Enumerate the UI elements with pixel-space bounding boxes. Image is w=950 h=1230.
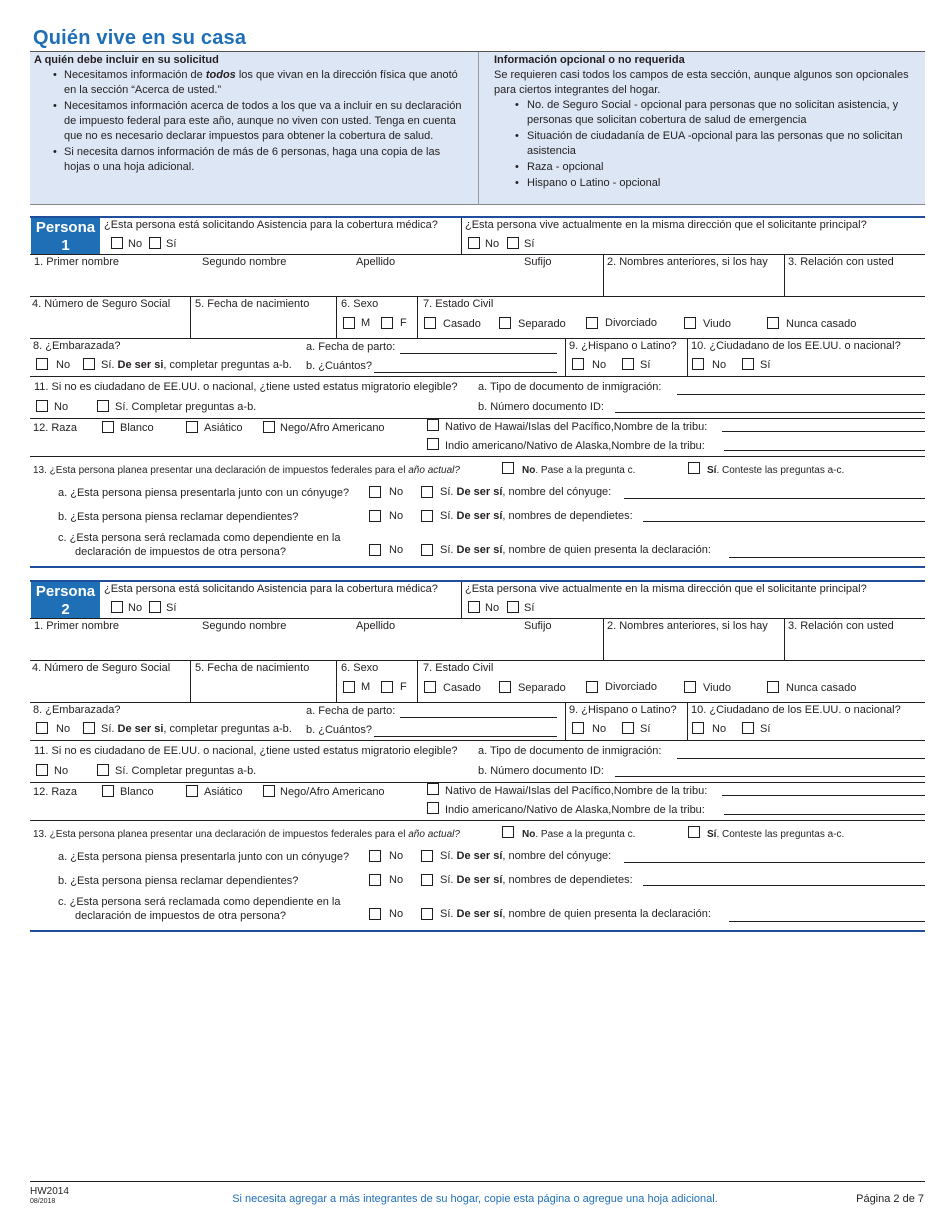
spouse-si-label: Sí. De ser sí, nombre del cónyuge: [440, 850, 612, 862]
immigration-no-checkbox[interactable] [36, 764, 48, 776]
divider [336, 660, 337, 702]
rule [30, 376, 925, 377]
marital-label: 7. Estado Civil [423, 298, 494, 310]
section-rule [30, 216, 925, 218]
dependents-si-label: Sí. De ser sí, nombres de dependietes: [440, 874, 633, 886]
spouse-si-label: Sí. De ser sí, nombre del cónyuge: [440, 486, 612, 498]
citizen-si-checkbox[interactable] [742, 722, 754, 734]
previous-names-label: 2. Nombres anteriores, si los hay [607, 256, 768, 268]
section-rule [30, 580, 925, 582]
optional-bullet-1: • No. de Seguro Social - opcional para personas que no solicitan asistencia, y personas que solicitan cobertura de salud de emergencia [494, 98, 922, 128]
spouse-line[interactable] [624, 862, 925, 863]
how-many-line[interactable] [374, 372, 557, 373]
footer-note: Si necesita agregar a más integrantes de su hogar, copie esta página o agregue una hoja adicional. [232, 1193, 718, 1205]
hispanic-no-label: No [592, 723, 607, 735]
hispanic-no-checkbox[interactable] [572, 358, 584, 370]
who-to-include-heading: A quién debe incluir en su solicitud [34, 54, 219, 66]
tax-question: 13. ¿Esta persona planea presentar una declaración de impuestos federales para el año actual? [33, 829, 460, 840]
claimed-si-checkbox[interactable] [421, 908, 433, 920]
race-indio-checkbox[interactable] [427, 438, 439, 450]
civil-separado-label: Separado [518, 682, 566, 694]
q-claimed-2: declaración de impuestos de otra persona? [75, 910, 286, 922]
claimed-no-label: No [389, 544, 404, 556]
who-to-include [34, 54, 472, 176]
assistance-si-checkbox[interactable] [149, 237, 161, 249]
q-dependents: b. ¿Esta persona piensa reclamar dependientes? [58, 875, 299, 887]
dependents-line[interactable] [643, 521, 925, 522]
address-si-label: Sí [524, 238, 535, 250]
section-end-rule [30, 566, 925, 568]
hispanic-si-label: Sí [640, 723, 651, 735]
indio-tribe-line[interactable] [724, 814, 925, 815]
race-asiatico-checkbox[interactable] [186, 785, 198, 797]
civil-nunca-label: Nunca casado [786, 682, 857, 694]
civil-divorciado-label: Divorciado [605, 681, 657, 693]
dependents-line[interactable] [643, 885, 925, 886]
last-name-label: Apellido [356, 256, 396, 268]
rule [30, 702, 925, 703]
spouse-line[interactable] [624, 498, 925, 499]
assistance-si-checkbox[interactable] [149, 601, 161, 613]
sex-f-checkbox[interactable] [381, 681, 393, 693]
dob-label: 5. Fecha de nacimiento [195, 298, 310, 310]
optional-text: Se requieren casi todos los campos de esta sección, aunque algunos son opcionales para ciertos integrantes del hogar. [494, 69, 909, 96]
spouse-no-label: No [389, 486, 404, 498]
race-indio-label: Indio americano/Nativo de Alaska,Nombre de la tribu: [445, 440, 705, 452]
q-spouse: a. ¿Esta persona piensa presentarla junto con un cónyuge? [58, 851, 350, 863]
civil-casado-label: Casado [443, 318, 481, 330]
citizen-label: 10. ¿Ciudadano de los EE.UU. o nacional? [691, 340, 901, 352]
pregnant-label: 8. ¿Embarazada? [33, 704, 121, 716]
civil-divorciado-label: Divorciado [605, 317, 657, 329]
civil-nunca-label: Nunca casado [786, 318, 857, 330]
sex-m-label: M [361, 681, 371, 693]
claimed-line[interactable] [729, 557, 925, 558]
doc-number-line[interactable] [615, 412, 925, 413]
citizen-no-checkbox[interactable] [692, 722, 704, 734]
dependents-no-checkbox[interactable] [369, 874, 381, 886]
pregnant-no-checkbox[interactable] [36, 722, 48, 734]
address-no-label: No [485, 238, 500, 250]
doc-number-line[interactable] [615, 776, 925, 777]
section-end-rule [30, 930, 925, 932]
hawai-tribe-line[interactable] [722, 795, 925, 796]
indio-tribe-line[interactable] [724, 450, 925, 451]
race-indio-checkbox[interactable] [427, 802, 439, 814]
address-si-label: Sí [524, 602, 535, 614]
immigration-no-label: No [54, 401, 69, 413]
race-blanco-label: Blanco [120, 422, 154, 434]
ssn-label: 4. Número de Seguro Social [32, 662, 171, 674]
hispanic-label: 9. ¿Hispano o Latino? [569, 340, 677, 352]
race-blanco-label: Blanco [120, 786, 154, 798]
civil-casado-label: Casado [443, 682, 481, 694]
due-date-line[interactable] [400, 717, 557, 718]
assistance-si-label: Sí [166, 238, 177, 250]
rule [30, 660, 925, 661]
dependents-si-checkbox[interactable] [421, 874, 433, 886]
citizen-label: 10. ¿Ciudadano de los EE.UU. o nacional? [691, 704, 901, 716]
q-claimed-1: c. ¿Esta persona será reclamada como dependiente en la [58, 896, 341, 908]
civil-viudo-checkbox[interactable] [684, 317, 696, 329]
last-name-label: Apellido [356, 620, 396, 632]
q-address: ¿Esta persona vive actualmente en la misma dirección que el solicitante principal? [465, 583, 867, 595]
address-no-checkbox[interactable] [468, 237, 480, 249]
spouse-no-checkbox[interactable] [369, 850, 381, 862]
rule [30, 820, 925, 821]
pregnant-no-checkbox[interactable] [36, 358, 48, 370]
race-blanco-checkbox[interactable] [102, 421, 114, 433]
form-date: 08/2018 [30, 1198, 56, 1205]
divider [565, 338, 566, 376]
instructions-box [30, 52, 925, 205]
page-title: Quién vive en su casa [33, 27, 247, 49]
how-many-label: b. ¿Cuántos? [306, 724, 373, 736]
persona-badge: Persona 2 [31, 582, 100, 618]
doc-type-line[interactable] [677, 758, 925, 759]
divider [190, 660, 191, 702]
civil-separado-label: Separado [518, 318, 566, 330]
rule [30, 782, 925, 783]
immigration-label: 11. Si no es ciudadano de EE.UU. o nacional, ¿tiene usted estatus migratorio elegible? [34, 745, 458, 757]
rule [30, 338, 925, 339]
civil-casado-checkbox[interactable] [424, 681, 436, 693]
persona-badge: Persona 1 [31, 218, 100, 254]
rule [30, 740, 925, 741]
civil-separado-checkbox[interactable] [499, 317, 511, 329]
dependents-no-checkbox[interactable] [369, 510, 381, 522]
immigration-no-label: No [54, 765, 69, 777]
civil-nunca-checkbox[interactable] [767, 681, 779, 693]
spouse-no-checkbox[interactable] [369, 486, 381, 498]
tax-si-label: Sí. Conteste las preguntas a-c. [707, 465, 845, 476]
bullet-2-text: Necesitamos información acerca de todos a los que va a incluir en su declaración de impuesto federal para este año, aunque no viven con usted. Tenga en cuenta que no es necesario declarar impuestos para obtener la cobertura de salud. [64, 100, 462, 142]
civil-viudo-label: Viudo [703, 318, 731, 330]
ssn-label: 4. Número de Seguro Social [32, 298, 171, 310]
pregnant-label: 8. ¿Embarazada? [33, 340, 121, 352]
hispanic-label: 9. ¿Hispano o Latino? [569, 704, 677, 716]
divider [417, 660, 418, 702]
due-date-line[interactable] [400, 353, 557, 354]
person-section-2 [0, 580, 950, 940]
assistance-no-label: No [128, 238, 143, 250]
first-name-label: 1. Primer nombre [34, 256, 119, 268]
race-blanco-checkbox[interactable] [102, 785, 114, 797]
immigration-si-checkbox[interactable] [97, 764, 109, 776]
race-hawai-label: Nativo de Hawai/Islas del Pacífico,Nombre de la tribu: [445, 785, 708, 797]
divider [461, 582, 462, 618]
immigration-si-checkbox[interactable] [97, 400, 109, 412]
tax-no-label: No. Pase a la pregunta c. [522, 829, 636, 840]
pregnant-si-label: Sí. De ser si, completar preguntas a-b. [101, 359, 292, 371]
rule [30, 456, 925, 457]
optional-bullet-3: • Raza - opcional [494, 160, 922, 175]
tax-si-checkbox[interactable] [688, 826, 700, 838]
bullet-1-post: los que vivan en la dirección física que anotó en la sección “Acerca de usted.” [64, 69, 458, 96]
marital-label: 7. Estado Civil [423, 662, 494, 674]
bullet-1-em: todos [205, 69, 236, 81]
hispanic-no-checkbox[interactable] [572, 722, 584, 734]
q-address: ¿Esta persona vive actualmente en la misma dirección que el solicitante principal? [465, 219, 867, 231]
assistance-no-label: No [128, 602, 143, 614]
sex-f-label: F [400, 317, 407, 329]
sex-m-checkbox[interactable] [343, 681, 355, 693]
hispanic-si-label: Sí [640, 359, 651, 371]
civil-separado-checkbox[interactable] [499, 681, 511, 693]
first-name-label: 1. Primer nombre [34, 620, 119, 632]
spouse-si-checkbox[interactable] [421, 486, 433, 498]
claimed-line[interactable] [729, 921, 925, 922]
form-id: HW2014 [30, 1186, 69, 1197]
immigration-si-label: Sí. Completar preguntas a-b. [115, 765, 257, 777]
dependents-no-label: No [389, 874, 404, 886]
citizen-no-label: No [712, 723, 727, 735]
spouse-si-checkbox[interactable] [421, 850, 433, 862]
race-hawai-label: Nativo de Hawai/Islas del Pacífico,Nombre de la tribu: [445, 421, 708, 433]
tax-si-label: Sí. Conteste las preguntas a-c. [707, 829, 845, 840]
pregnant-si-label: Sí. De ser si, completar preguntas a-b. [101, 723, 292, 735]
immigration-no-checkbox[interactable] [36, 400, 48, 412]
citizen-si-label: Sí [760, 359, 771, 371]
sex-m-label: M [361, 317, 371, 329]
assistance-no-checkbox[interactable] [111, 237, 123, 249]
divider [461, 218, 462, 254]
race-label: 12. Raza [33, 422, 78, 434]
hispanic-si-checkbox[interactable] [622, 722, 634, 734]
middle-name-label: Segundo nombre [202, 256, 287, 268]
race-afro-label: Nego/Afro Americano [280, 422, 385, 434]
suffix-label: Sufijo [524, 620, 552, 632]
info-divider [478, 52, 479, 205]
tax-no-checkbox[interactable] [502, 462, 514, 474]
immigration-label: 11. Si no es ciudadano de EE.UU. o nacional, ¿tiene usted estatus migratorio elegible? [34, 381, 458, 393]
doc-number-label: b. Número documento ID: [478, 765, 604, 777]
race-asiatico-label: Asiático [204, 786, 243, 798]
doc-type-line[interactable] [677, 394, 925, 395]
bullet-1-pre: Necesitamos información de [64, 69, 206, 81]
claimed-no-checkbox[interactable] [369, 544, 381, 556]
citizen-si-label: Sí [760, 723, 771, 735]
relationship-label: 3. Relación con usted [788, 256, 894, 268]
divider [603, 618, 604, 660]
rule [30, 618, 925, 619]
race-afro-label: Nego/Afro Americano [280, 786, 385, 798]
previous-names-label: 2. Nombres anteriores, si los hay [607, 620, 768, 632]
doc-type-label: a. Tipo de documento de inmigración: [478, 381, 662, 393]
race-asiatico-label: Asiático [204, 422, 243, 434]
hawai-tribe-line[interactable] [722, 431, 925, 432]
race-indio-label: Indio americano/Nativo de Alaska,Nombre de la tribu: [445, 804, 705, 816]
how-many-label: b. ¿Cuántos? [306, 360, 373, 372]
race-label: 12. Raza [33, 786, 78, 798]
claimed-no-label: No [389, 908, 404, 920]
race-afro-checkbox[interactable] [263, 421, 275, 433]
address-si-checkbox[interactable] [507, 601, 519, 613]
optional-heading: Información opcional o no requerida [494, 54, 685, 66]
q-claimed-2: declaración de impuestos de otra persona? [75, 546, 286, 558]
rule [30, 296, 925, 297]
sex-label: 6. Sexo [341, 662, 379, 674]
race-afro-checkbox[interactable] [263, 785, 275, 797]
divider [603, 254, 604, 296]
doc-type-label: a. Tipo de documento de inmigración: [478, 745, 662, 757]
q-claimed-1: c. ¿Esta persona será reclamada como dependiente en la [58, 532, 341, 544]
person-section-1 [0, 216, 950, 576]
sex-label: 6. Sexo [341, 298, 379, 310]
assistance-no-checkbox[interactable] [111, 601, 123, 613]
race-hawai-checkbox[interactable] [427, 783, 439, 795]
q-assistance: ¿Esta persona está solicitando Asistencia para la cobertura médica? [104, 583, 438, 595]
divider [336, 296, 337, 338]
rule [30, 254, 925, 255]
bullet-3 [34, 145, 472, 175]
civil-casado-checkbox[interactable] [424, 317, 436, 329]
race-asiatico-checkbox[interactable] [186, 421, 198, 433]
q-dependents: b. ¿Esta persona piensa reclamar dependientes? [58, 511, 299, 523]
pregnant-no-label: No [56, 723, 71, 735]
address-no-label: No [485, 602, 500, 614]
dependents-no-label: No [389, 510, 404, 522]
citizen-si-checkbox[interactable] [742, 358, 754, 370]
immigration-si-label: Sí. Completar preguntas a-b. [115, 401, 257, 413]
due-date-label: a. Fecha de parto: [306, 341, 396, 353]
pregnant-si-checkbox[interactable] [83, 358, 95, 370]
tax-si-checkbox[interactable] [688, 462, 700, 474]
bullet-2 [34, 99, 472, 144]
pregnant-si-checkbox[interactable] [83, 722, 95, 734]
divider [784, 254, 785, 296]
claimed-no-checkbox[interactable] [369, 908, 381, 920]
doc-number-label: b. Número documento ID: [478, 401, 604, 413]
spouse-no-label: No [389, 850, 404, 862]
q-assistance: ¿Esta persona está solicitando Asistencia para la cobertura médica? [104, 219, 438, 231]
dependents-si-label: Sí. De ser sí, nombres de dependietes: [440, 510, 633, 522]
divider [687, 338, 688, 376]
dob-label: 5. Fecha de nacimiento [195, 662, 310, 674]
civil-viudo-checkbox[interactable] [684, 681, 696, 693]
hispanic-no-label: No [592, 359, 607, 371]
assistance-si-label: Sí [166, 602, 177, 614]
citizen-no-label: No [712, 359, 727, 371]
tax-question: 13. ¿Esta persona planea presentar una declaración de impuestos federales para el año actual? [33, 465, 460, 476]
tax-no-label: No. Pase a la pregunta c. [522, 465, 636, 476]
optional-bullet-2: • Situación de ciudadanía de EUA -opcional para las personas que no solicitan asistencia [494, 129, 922, 159]
civil-divorciado-checkbox[interactable] [586, 317, 598, 329]
divider [190, 296, 191, 338]
bullet-1 [34, 68, 472, 98]
divider [565, 702, 566, 740]
address-no-checkbox[interactable] [468, 601, 480, 613]
civil-divorciado-checkbox[interactable] [586, 681, 598, 693]
how-many-line[interactable] [374, 736, 557, 737]
divider [417, 296, 418, 338]
relationship-label: 3. Relación con usted [788, 620, 894, 632]
pregnant-no-label: No [56, 359, 71, 371]
rule [30, 418, 925, 419]
claimed-si-checkbox[interactable] [421, 544, 433, 556]
middle-name-label: Segundo nombre [202, 620, 287, 632]
divider [784, 618, 785, 660]
optional-bullet-4: • Hispano o Latino - opcional [494, 176, 922, 191]
citizen-no-checkbox[interactable] [692, 358, 704, 370]
due-date-label: a. Fecha de parto: [306, 705, 396, 717]
page-number: Página 2 de 7 [856, 1193, 924, 1205]
hispanic-si-checkbox[interactable] [622, 358, 634, 370]
divider [687, 702, 688, 740]
optional-info [494, 54, 922, 192]
dependents-si-checkbox[interactable] [421, 510, 433, 522]
race-hawai-checkbox[interactable] [427, 419, 439, 431]
claimed-si-label: Sí. De ser sí, nombre de quien presenta la declaración: [440, 908, 711, 920]
civil-viudo-label: Viudo [703, 682, 731, 694]
sex-f-checkbox[interactable] [381, 317, 393, 329]
bullet-3-text: Si necesita darnos información de más de 6 personas, haga una copia de las hojas o una hoja adicional. [64, 146, 441, 173]
suffix-label: Sufijo [524, 256, 552, 268]
q-spouse: a. ¿Esta persona piensa presentarla junto con un cónyuge? [58, 487, 350, 499]
address-si-checkbox[interactable] [507, 237, 519, 249]
footer-rule [30, 1181, 925, 1182]
civil-nunca-checkbox[interactable] [767, 317, 779, 329]
claimed-si-label: Sí. De ser sí, nombre de quien presenta la declaración: [440, 544, 711, 556]
sex-f-label: F [400, 681, 407, 693]
tax-no-checkbox[interactable] [502, 826, 514, 838]
sex-m-checkbox[interactable] [343, 317, 355, 329]
